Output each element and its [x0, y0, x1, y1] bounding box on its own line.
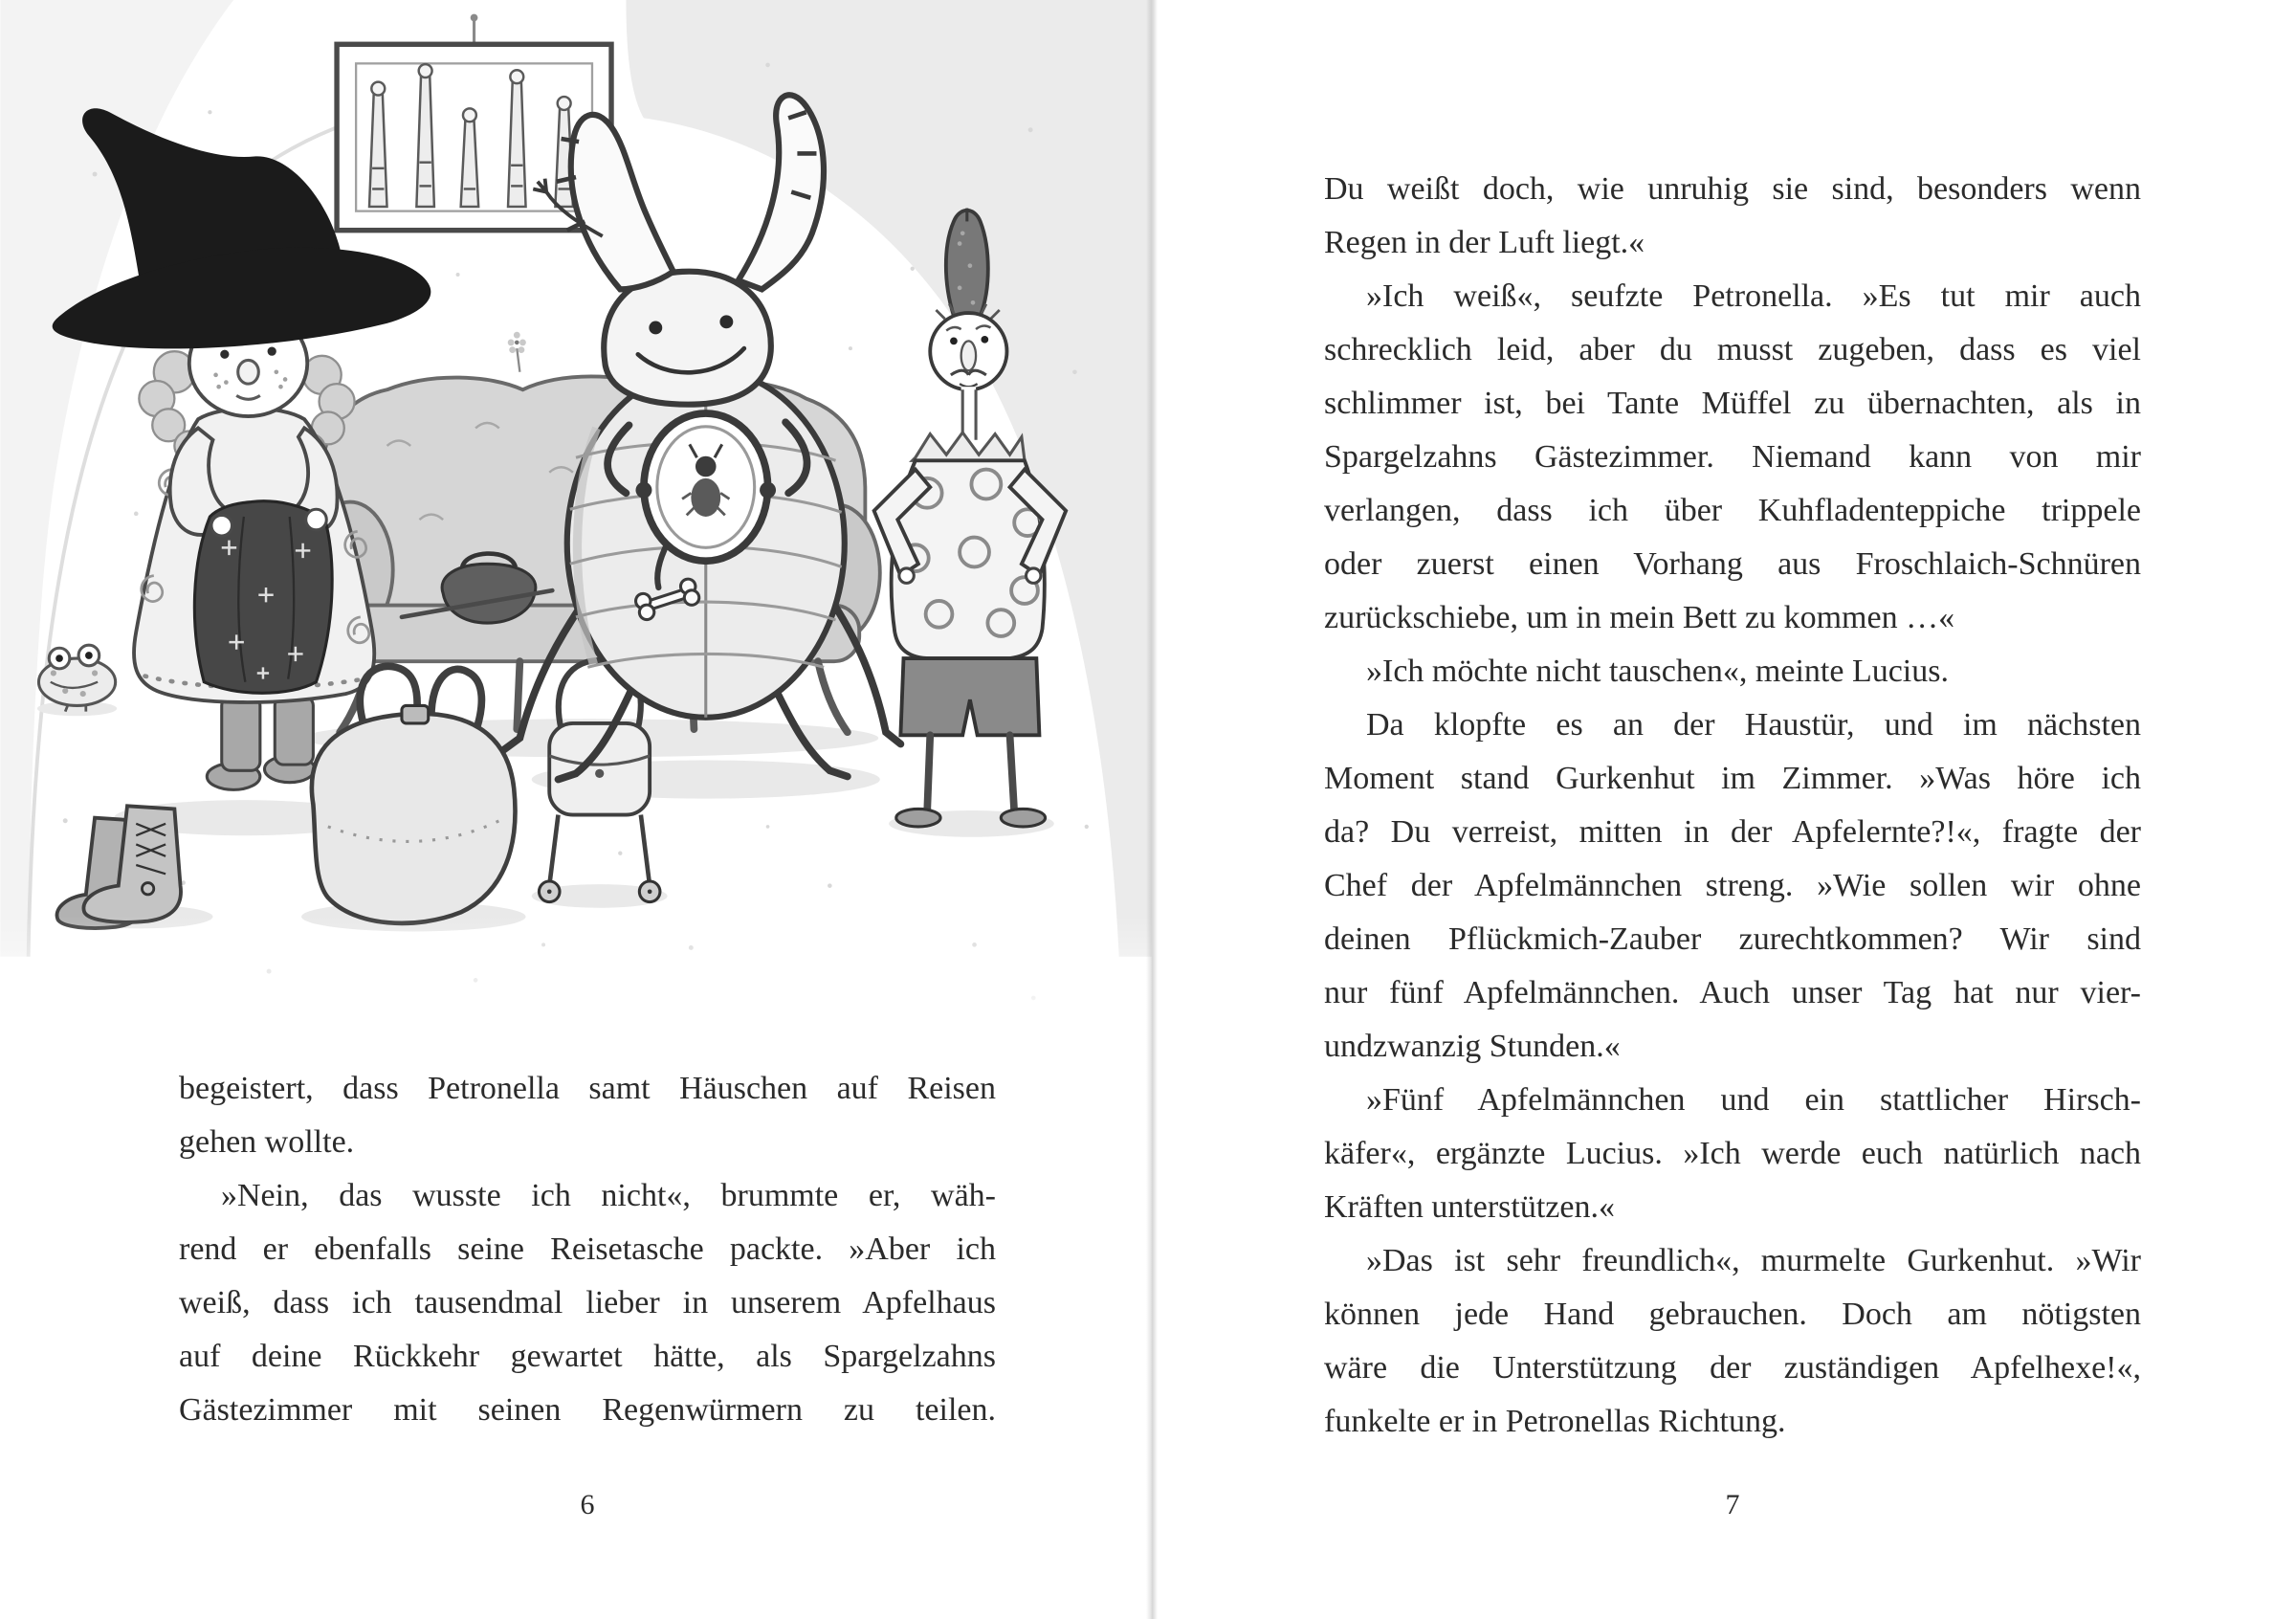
text-line: oder zuerst einen Vorhang aus Froschlaich-Schnüren — [1324, 546, 2141, 582]
story-illustration — [0, 0, 1152, 1036]
paragraph — [1324, 270, 2141, 645]
text-line: funkelte er in Petronellas Richtung. — [1324, 1404, 1786, 1439]
page-number-left: 6 — [580, 1489, 595, 1520]
witch-boots — [207, 697, 315, 789]
text-line: Du weißt doch, wie unruhig sie sind, besonders wenn — [1324, 171, 2141, 207]
text-line: können jede Hand gebrauchen. Doch am nötigsten — [1324, 1297, 2141, 1332]
paragraph — [1324, 1234, 2141, 1449]
text-line: Moment stand Gurkenhut im Zimmer. »Was höre ich — [1324, 761, 2141, 796]
text-line: »Das ist sehr freundlich«, murmelte Gurkenhut. »Wir — [1366, 1243, 2141, 1278]
text-line: Gästezimmer mit seinen Regenwürmern zu teilen. — [179, 1392, 996, 1428]
text-line: schrecklich leid, aber du musst zugeben, dass es viel — [1324, 332, 2141, 367]
text-line: »Ich weiß«, seufzte Petronella. »Es tut mir auch — [1366, 278, 2141, 314]
text-line: Chef der Apfelmännchen streng. »Wie sollen wir ohne — [1324, 868, 2141, 903]
text-line: käfer«, ergänzte Lucius. »Ich werde euch natürlich nach — [1324, 1136, 2141, 1171]
page-number-right: 7 — [1725, 1489, 1740, 1520]
right-page-text — [1324, 163, 2141, 1449]
text-line: rend er ebenfalls seine Reisetasche packte. »Aber ich — [179, 1231, 996, 1267]
text-line: undzwanzig Stunden.« — [1324, 1029, 1621, 1064]
page-gutter — [1146, 0, 1158, 1619]
paragraph — [1324, 645, 2141, 699]
text-line: »Fünf Apfelmännchen und ein stattlicher Hirsch- — [1366, 1082, 2141, 1118]
paragraph — [1324, 1074, 2141, 1234]
text-line: verlangen, dass ich über Kuhfladenteppiche trippele — [1324, 493, 2141, 528]
left-page-text — [179, 1062, 996, 1437]
text-line: gehen wollte. — [179, 1124, 355, 1160]
text-line: Da klopfte es an der Haustür, und im nächsten — [1366, 707, 2141, 743]
wall-picture-frame — [337, 14, 611, 231]
text-line: weiß, dass ich tausendmal lieber in unserem Apfelhaus — [179, 1285, 996, 1320]
text-line: Spargelzahns Gästezimmer. Niemand kann von mir — [1324, 439, 2141, 475]
text-line: »Ich möchte nicht tauschen«, meinte Lucius. — [1366, 654, 1949, 689]
paragraph — [1324, 699, 2141, 1074]
text-line: zurückschiebe, um in mein Bett zu kommen …« — [1324, 600, 1955, 635]
illustration-svg — [0, 0, 1152, 1036]
text-line: da? Du verreist, mitten in der Apfelernte?!«, fragte der — [1324, 814, 2141, 850]
gurkenhut-face — [930, 313, 1006, 389]
bottom-fade — [0, 915, 1151, 1036]
text-line: schlimmer ist, bei Tante Müffel zu übernachten, als in — [1324, 386, 2141, 421]
witch-hand-left — [211, 515, 232, 536]
paragraph — [179, 1169, 996, 1437]
text-line: begeistert, dass Petronella samt Häuschen auf Reisen — [179, 1071, 996, 1106]
text-line: Kräften unterstützen.« — [1324, 1189, 1615, 1225]
text-line: auf deine Rückkehr gewartet hätte, als Spargelzahns — [179, 1339, 996, 1374]
held-portrait-frame — [644, 413, 768, 561]
text-line: deinen Pflückmich-Zauber zurechtkommen? Wir sind — [1324, 921, 2141, 957]
text-line: wäre die Unterstützung der zuständigen Apfelhexe!«, — [1324, 1350, 2141, 1386]
text-line: »Nein, das wusste ich nicht«, brummte er, wäh- — [221, 1178, 996, 1213]
text-line: nur fünf Apfelmännchen. Auch unser Tag hat nur vier- — [1324, 975, 2141, 1010]
text-line: Regen in der Luft liegt.« — [1324, 225, 1645, 260]
cucumber-hat — [946, 209, 988, 317]
paragraph — [1324, 163, 2141, 270]
paragraph — [179, 1062, 996, 1169]
witch-hand-right — [306, 509, 327, 530]
